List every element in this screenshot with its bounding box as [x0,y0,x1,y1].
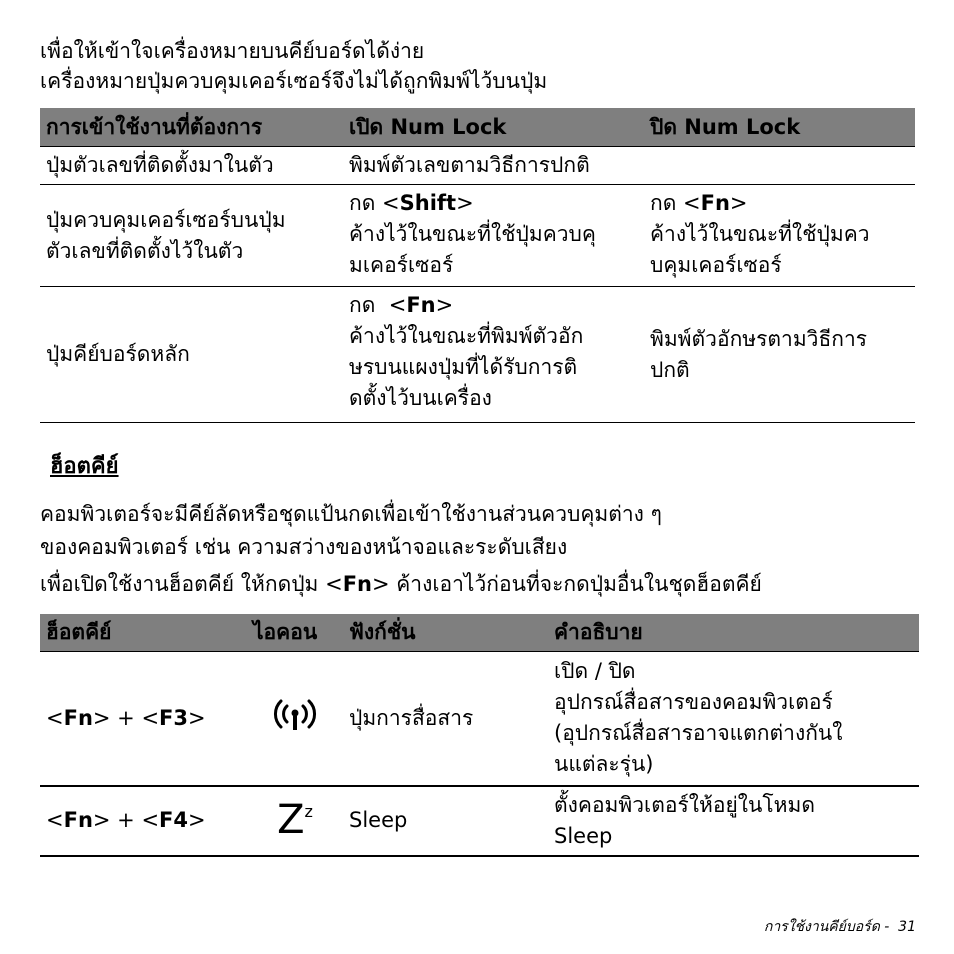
numlock-table [40,108,915,423]
table-cell [343,185,644,287]
page-footer: การใช้งานคีย์บอร์ด - 31 [763,919,916,935]
table-header-row [40,614,919,652]
hotkey-usage-paragraph [40,568,920,601]
cell-line [349,290,638,321]
column-header: ไอคอน [247,614,343,652]
paragraph-text: เพื่อเปิดใช้งานฮ็อตคีย์ ให้กดปุ่ม < [40,572,343,596]
key-separator: > + < [92,808,160,832]
table-cell [343,287,644,423]
paragraph-line: คอมพิวเตอร์จะมีคีย์ลัดหรือชุดแป้นกดเพื่อเข้าใช้งานส่วนควบคุมต่าง ๆ [40,502,662,526]
hotkey-combo [40,652,247,786]
paragraph-text: > ค้างเอาไว้ก่อนที่จะกดปุ่มอื่นในชุดฮ็อตคีย์ [371,572,762,596]
cell-line: บคุมเคอร์เซอร์ [650,253,782,277]
key-name: Fn [63,808,93,832]
column-header: ฟังก์ชั่น [343,614,548,652]
hotkey-table [40,614,919,857]
table-cell [644,147,915,185]
description-cell [548,652,919,786]
cell-line [650,188,909,219]
cell-line: ดตั้งไว้บนเครื่อง [349,386,492,410]
intro-line: เพื่อให้เข้าใจเครื่องหมายบนคีย์บอร์ดได้ง่าย [40,39,425,63]
column-header: ปิด Num Lock [644,108,915,147]
cell-text: กด < [349,293,407,317]
key-name: Fn [406,293,436,317]
intro-text [40,36,920,96]
sleep-icon-big-z: Z [277,796,305,843]
wireless-communication-icon [272,694,318,734]
cell-line: พิมพ์ตัวอักษรตามวิธีการ [650,326,868,351]
cell-line: นแต่ละรุ่น) [554,752,654,777]
table-cell: พิมพ์ตัวเลขตามวิธีการปกติ [343,147,644,185]
cell-text: กด < [650,191,701,215]
table-row [40,652,919,786]
table-cell [644,185,915,287]
column-header: เปิด Num Lock [343,108,644,147]
description-cell [548,786,919,856]
intro-line: เครื่องหมายปุ่มควบคุมเคอร์เซอร์จึงไม่ได้ถูกพิมพ์ไว้บนปุ่ม [40,69,548,93]
icon-cell [247,652,343,786]
cell-line: ค้างไว้ในขณะที่ใช้ปุ่มควบคุ [349,222,596,246]
key-separator: > + < [92,705,160,730]
cell-text: > [729,191,748,215]
function-cell: Sleep [343,786,548,856]
key-name: F3 [159,705,189,730]
cell-line: (อุปกรณ์สื่อสารอาจแตกต่างกันใ [554,721,843,746]
column-header: ฮ็อตคีย์ [40,614,247,652]
hotkey-intro-paragraph [40,498,920,564]
sleep-icon-small-z: z [304,801,313,821]
table-header-row [40,108,915,147]
cell-line: มเคอร์เซอร์ [349,253,454,277]
bracket: > [188,705,206,730]
table-row [40,185,915,287]
bracket: > [188,808,206,832]
column-header: คำอธิบาย [548,614,919,652]
key-name: Fn [63,705,93,730]
table-row [40,287,915,423]
column-header: การเข้าใช้งานที่ต้องการ [40,108,343,147]
cell-line: ตัวเลขที่ติดตั้งไว้ในตัว [46,238,244,263]
paragraph-line: ของคอมพิวเตอร์ เช่น ความสว่างของหน้าจอและระดับเสียง [40,535,568,559]
cell-line: ปกติ [650,357,690,382]
section-heading-hotkeys: ฮ็อตคีย์ [50,454,119,479]
bracket: < [46,808,64,832]
cell-line: ค้างไว้ในขณะที่พิมพ์ตัวอัก [349,324,584,348]
cell-line: ษรบนแผงปุ่มที่ได้รับการติ [349,355,578,379]
cell-line: อุปกรณ์สื่อสารของคอมพิวเตอร์ [554,690,833,715]
cell-line [349,188,638,219]
cell-line: ค้างไว้ในขณะที่ใช้ปุ่มคว [650,222,870,246]
table-cell: ปุ่มคีย์บอร์ดหลัก [40,287,343,423]
hotkey-combo [40,786,247,856]
cell-text: > [435,293,454,317]
cell-line: เปิด / ปิด [554,659,636,684]
table-row [40,147,915,185]
paragraph-line [40,568,920,601]
key-name: Fn [342,572,372,596]
sleep-zz-icon [247,786,343,856]
table-row [40,786,919,856]
cell-line: Sleep [554,823,613,848]
function-cell: ปุ่มการสื่อสาร [343,652,548,786]
table-cell: ปุ่มตัวเลขที่ติดตั้งมาในตัว [40,147,343,185]
bracket: < [46,705,64,730]
cell-text: กด < [349,191,400,215]
cell-line: ตั้งคอมพิวเตอร์ให้อยู่ในโหมด [554,792,815,817]
key-name: Fn [700,191,730,215]
table-cell [40,185,343,287]
cell-line: ปุ่มควบคุมเคอร์เซอร์บนปุ่ม [46,207,286,232]
key-name: Shift [399,191,457,215]
cell-text: > [456,191,474,215]
table-cell [644,287,915,423]
key-name: F4 [159,808,189,832]
